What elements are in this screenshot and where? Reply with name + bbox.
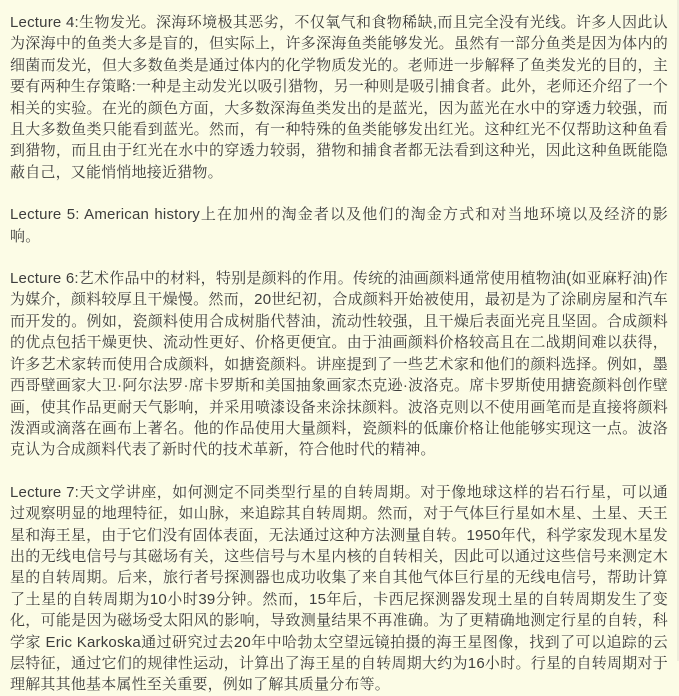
paragraph-lecture-6: Lecture 6:艺术作品中的材料，特别是颜料的作用。传统的油画颜料通常使用植物油(如亚麻籽油)作为媒介，颜料较厚且干燥慢。然而，20世纪初，合成颜料开始被使用，最初是为了涂刷房屋和汽车而开发的。例如，瓷颜料使用合成树脂代替油，流动性较强，且干燥后表面光亮且坚固。合成颜料的优点包括干燥更快、流动性更好、价格更便宜。由于油画颜料价格较高且在二战期间难以获得，许多艺术家转而使用合成颜料，如搪瓷颜料。讲座提到了一些艺术家和他们的颜料选择。例如，墨西哥壁画家大卫·阿尔法罗·席卡罗斯和美国抽象画家杰克逊·波洛克。席卡罗斯使用搪瓷颜料创作壁画，使其作品更耐天气影响，并采用喷漆设备来涂抹颜料。波洛克则以不使用画笔而是直接将颜料泼酒或滴落在画布上著名。他的作品使用大量颜料，瓷颜料的低廉价格让他能够实现这一点。波洛克认为合成颜料代表了新时代的技术革新，符合他时代的精神。 bbox=[10, 270, 668, 459]
paragraph-lecture-5: Lecture 5: American history上在加州的淘金者以及他们的淘金方式和对当地环境以及经济的影响。 bbox=[10, 206, 668, 245]
paragraph-lecture-4: Lecture 4:生物发光。深海环境极其恶劣，不仅氧气和食物稀缺,而且完全没有光线。许多人因此认为深海中的鱼类大多是盲的，但实际上，许多深海鱼类能够发光。虽然有一部分鱼类是因为体内的细菌而发光，但大多数鱼类是通过体内的化学物质发光的。老师进一步解释了鱼类发光的目的，主要有两种生存策略:一种是主动发光以吸引猎物，另一种则是吸引捕食者。此外，老师还介绍了一个相关的实验。在光的颜色方面，大多数深海鱼类发出的是蓝光，因为蓝光在水中的穿透力较强，而且大多数鱼类只能看到蓝光。然而，有一种特殊的鱼类能够发出红光。这种红光不仅帮助这种鱼看到猎物，而且由于红光在水中的穿透力较弱，猎物和捕食者都无法看到这种光，因此这种鱼既能隐蔽自己，又能悄悄地接近猎物。 bbox=[10, 14, 668, 181]
paragraph-lecture-7: Lecture 7:天文学讲座，如何测定不同类型行星的自转周期。对于像地球这样的岩石行星，可以通过观察明显的地理特征，如山脉，来追踪其自转周期。然而，对于气体巨行星如木星、土星、天王星和海王星，由于它们没有固体表面，无法通过这种方法测量自转。1950年代，科学家发现木星发出的无线电信号与其磁场有关，这些信号与木星内核的自转相关，因此可以通过这些信号来测定木星的自转周期。后来，旅行者号探测器也成功收集了来自其他气体巨行星的无线电信号，帮助计算了土星的自转周期为10小时39分钟。然而，15年后，卡西尼探测器发现土星的自转周期发生了变化，可能是因为磁场受太阳风的影响，导致测量结果不再准确。为了更精确地测定行星的自转，科学家 Eric Karkoska通过研究过去20年中哈勃太空望远镜拍摄的海王星图像，找到了可以追踪的云层特征，通过它们的规律性运动，计算出了海王星的自转周期大约为16小时。行星的自转周期对于理解其其他基本属性至关重要，例如了解其质量分布等。 bbox=[10, 483, 668, 694]
